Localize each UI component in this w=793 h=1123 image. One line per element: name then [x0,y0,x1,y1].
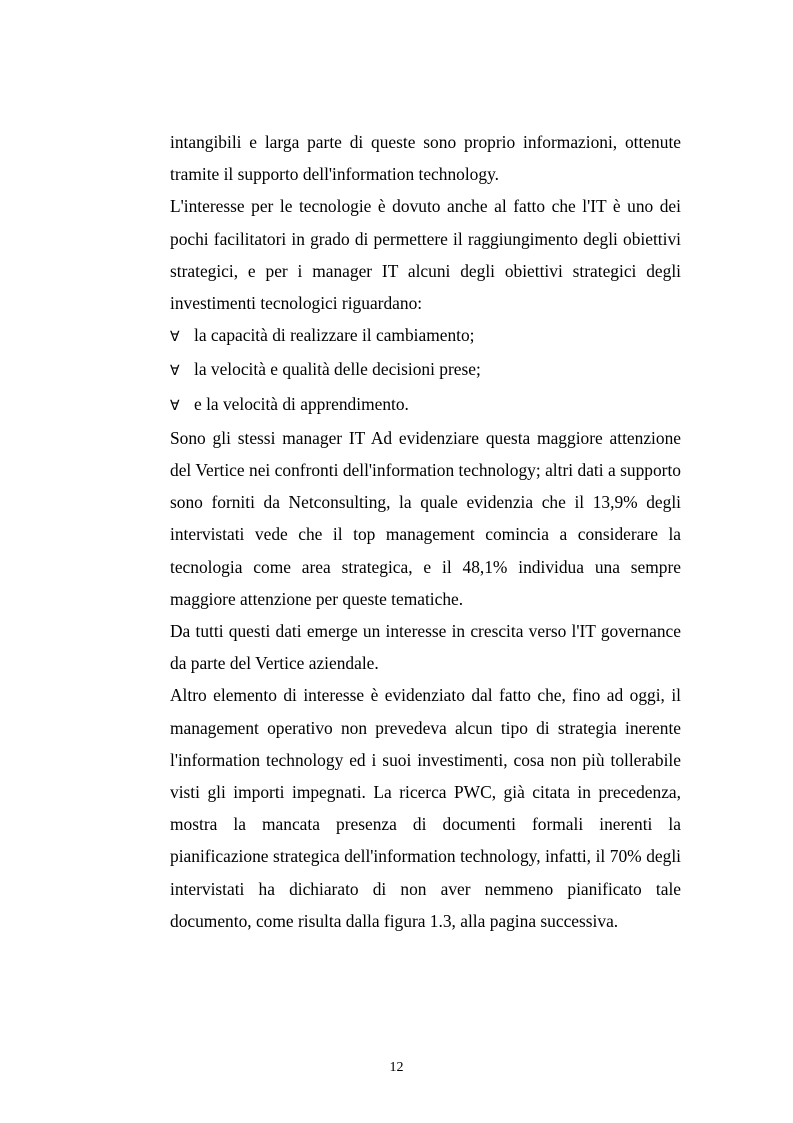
paragraph-it-governance: Da tutti questi dati emerge un interesse in crescita verso l'IT governance da parte del Vertice aziendale. [170,621,681,674]
paragraph-intangibili: intangibili e larga parte di queste sono proprio informazioni, ottenute tramite il supporto dell'information technology. [170,132,681,185]
paragraph-interesse-tecnologie: L'interesse per le tecnologie è dovuto anche al fatto che l'IT è uno dei pochi facilitatori in grado di permettere il raggiungimento degli obiettivi strategici, e per i manager IT alcuni degli obiettivi strategici degli investimenti tecnologici riguardano: [170,196,681,314]
objectives-list [170,319,681,422]
list-item [170,319,681,353]
list-item-text: la capacità di realizzare il cambiamento; [194,325,475,346]
paragraph-management-operativo: Altro elemento di interesse è evidenziato dal fatto che, fino ad oggi, il management operativo non prevedeva alcun tipo di strategia inerente l'information technology ed i suoi investimenti, cosa non più tollerabile visti gli importi impegnati. La ricerca PWC, già citata in precedenza, mostra la mancata presenza di documenti formali inerenti la pianificazione strategica dell'information technology, infatti, il 70% degli intervistati ha dichiarato di non aver nemmeno pianificato tale documento, come risulta dalla figura 1.3, alla pagina successiva. [170,685,681,931]
body-text [170,126,681,937]
list-item [170,388,681,422]
page-number: 12 [389,1060,404,1075]
paragraph-manager-it: Sono gli stessi manager IT Ad evidenziare questa maggiore attenzione del Vertice nei confronti dell'information technology; altri dati a supporto sono forniti da Netconsulting, la quale evidenzia che il 13,9% degli intervistati vede che il top management comincia a considerare la tecnologia come area strategica, e il 48,1% individua una sempre maggiore attenzione per queste tematiche. [170,427,681,609]
check-bullet-icon: ∀ [170,397,180,414]
check-bullet-icon: ∀ [170,329,180,346]
check-bullet-icon: ∀ [170,363,180,380]
list-item [170,353,681,387]
list-item-text: la velocità e qualità delle decisioni prese; [194,359,481,380]
list-item-text: e la velocità di apprendimento. [194,393,409,414]
